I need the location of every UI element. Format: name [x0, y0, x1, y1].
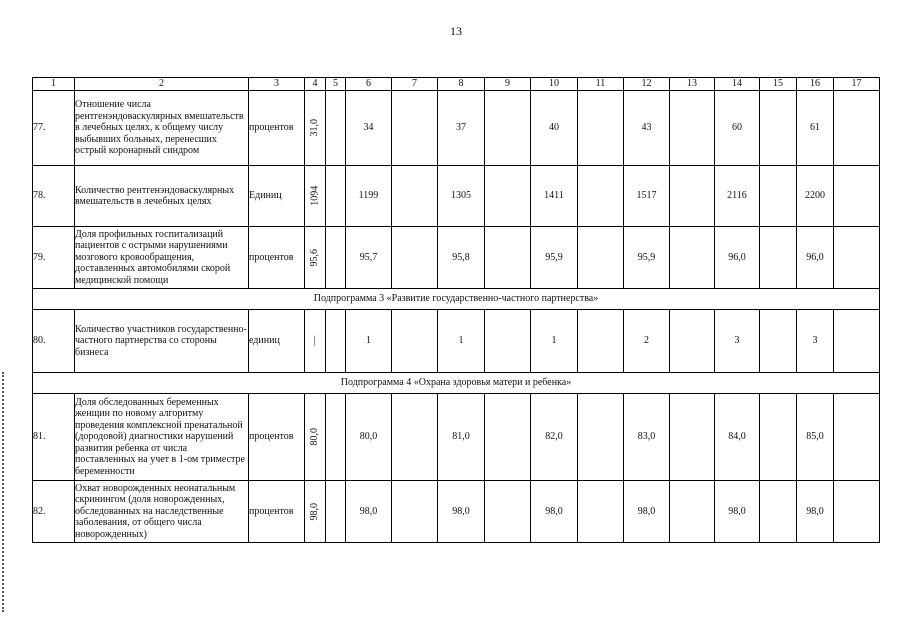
value-cell: 95,9	[531, 227, 578, 289]
value-cell: 84,0	[715, 394, 760, 481]
value-cell: 34	[346, 91, 392, 166]
empty-cell	[834, 91, 880, 166]
value-cell: 1	[531, 310, 578, 373]
empty-cell	[578, 394, 624, 481]
value-cell: 1517	[624, 166, 670, 227]
unit-cell: процентов	[249, 227, 305, 289]
indicator-name: Доля профильных госпитализаций пациентов с острыми нарушениями мозгового кровообращения, доставленных автомобилями скорой медицинской помощи	[75, 227, 249, 289]
empty-cell	[670, 91, 715, 166]
table-row	[33, 227, 880, 289]
empty-cell	[670, 310, 715, 373]
value-cell: 95,9	[624, 227, 670, 289]
value-cell: 2200	[797, 166, 834, 227]
header-cell: 17	[834, 78, 880, 91]
unit-cell: единиц	[249, 310, 305, 373]
empty-cell	[485, 91, 531, 166]
row-number: 81.	[33, 394, 75, 481]
empty-cell	[485, 394, 531, 481]
empty-cell	[760, 227, 797, 289]
indicator-name: Охват новорожденных неонатальным скринингом (доля новорожденных, обследованных на наследственные заболевания, от общего числа новорожденных)	[75, 481, 249, 543]
unit-cell: процентов	[249, 481, 305, 543]
table-row	[33, 394, 880, 481]
base-value-cell	[305, 394, 326, 481]
base-value: 95,6	[309, 248, 321, 267]
base-value: 98,0	[309, 502, 321, 521]
table-row	[33, 166, 880, 227]
header-cell: 4	[305, 78, 326, 91]
indicator-name: Количество рентгенэндоваскулярных вмешательств в лечебных целях	[75, 166, 249, 227]
scan-edge-artifact	[2, 372, 8, 612]
header-cell: 5	[326, 78, 346, 91]
empty-cell	[578, 166, 624, 227]
empty-cell	[392, 91, 438, 166]
empty-cell	[392, 394, 438, 481]
empty-cell	[392, 310, 438, 373]
value-cell: 98,0	[624, 481, 670, 543]
empty-cell	[760, 481, 797, 543]
base-value-cell	[305, 227, 326, 289]
header-cell: 12	[624, 78, 670, 91]
value-cell: 61	[797, 91, 834, 166]
empty-cell	[834, 227, 880, 289]
section-heading: Подпрограмма 4 «Охрана здоровья матери и ребенка»	[33, 373, 880, 394]
value-cell: 37	[438, 91, 485, 166]
value-cell: 1305	[438, 166, 485, 227]
unit-cell: Единиц	[249, 166, 305, 227]
value-cell: 60	[715, 91, 760, 166]
value-cell: 98,0	[797, 481, 834, 543]
indicator-name: Отношение числа рентгенэндоваскулярных вмешательств в лечебных целях, к общему числу выбывших больных, перенесших острый коронарный синдром	[75, 91, 249, 166]
base-value: 80,0	[309, 428, 321, 446]
empty-cell	[670, 481, 715, 543]
value-cell: 85,0	[797, 394, 834, 481]
header-cell: 3	[249, 78, 305, 91]
table-row	[33, 310, 880, 373]
unit-cell: процентов	[249, 394, 305, 481]
empty-cell	[485, 227, 531, 289]
empty-cell	[670, 166, 715, 227]
header-cell: 1	[33, 78, 75, 91]
value-cell: 95,7	[346, 227, 392, 289]
row-number: 82.	[33, 481, 75, 543]
header-cell: 11	[578, 78, 624, 91]
value-cell: 95,8	[438, 227, 485, 289]
empty-cell	[578, 91, 624, 166]
empty-cell	[834, 310, 880, 373]
value-cell: 3	[715, 310, 760, 373]
value-cell: 1199	[346, 166, 392, 227]
value-cell: 96,0	[715, 227, 760, 289]
empty-cell	[392, 227, 438, 289]
value-cell: 43	[624, 91, 670, 166]
base-value-cell	[305, 310, 326, 373]
header-cell: 7	[392, 78, 438, 91]
header-cell: 6	[346, 78, 392, 91]
empty-cell	[326, 310, 346, 373]
value-cell: 80,0	[346, 394, 392, 481]
value-cell: 98,0	[531, 481, 578, 543]
header-cell: 8	[438, 78, 485, 91]
row-number: 79.	[33, 227, 75, 289]
value-cell: 81,0	[438, 394, 485, 481]
empty-cell	[578, 227, 624, 289]
value-cell: 96,0	[797, 227, 834, 289]
empty-cell	[485, 310, 531, 373]
value-cell: 2116	[715, 166, 760, 227]
section-heading: Подпрограмма 3 «Развитие государственно-частного партнерства»	[33, 289, 880, 310]
value-cell: 1	[438, 310, 485, 373]
section-row	[33, 373, 880, 394]
value-cell: 98,0	[346, 481, 392, 543]
empty-cell	[760, 310, 797, 373]
empty-cell	[578, 310, 624, 373]
empty-cell	[760, 166, 797, 227]
header-cell: 9	[485, 78, 531, 91]
empty-cell	[485, 166, 531, 227]
empty-cell	[834, 481, 880, 543]
empty-cell	[326, 91, 346, 166]
value-cell: 1	[346, 310, 392, 373]
value-cell: 82,0	[531, 394, 578, 481]
indicator-name: Доля обследованных беременных женщин по новому алгоритму проведения комплексной пренатальной (дородовой) диагностики нарушений развития ребенка от числа поставленных на учет в 1-ом триместре беременности	[75, 394, 249, 481]
base-value: 31,0	[309, 119, 321, 137]
table-row	[33, 91, 880, 166]
base-value: —	[309, 336, 321, 346]
empty-cell	[760, 91, 797, 166]
page-number: 13	[450, 24, 462, 38]
empty-cell	[834, 166, 880, 227]
base-value: 1094	[309, 186, 321, 206]
header-cell: 15	[760, 78, 797, 91]
row-number: 78.	[33, 166, 75, 227]
empty-cell	[326, 227, 346, 289]
header-cell: 16	[797, 78, 834, 91]
empty-cell	[392, 166, 438, 227]
empty-cell	[326, 166, 346, 227]
empty-cell	[670, 394, 715, 481]
empty-cell	[392, 481, 438, 543]
row-number: 80.	[33, 310, 75, 373]
value-cell: 98,0	[715, 481, 760, 543]
header-cell: 2	[75, 78, 249, 91]
value-cell: 2	[624, 310, 670, 373]
base-value-cell	[305, 166, 326, 227]
empty-cell	[760, 394, 797, 481]
table-row	[33, 481, 880, 543]
empty-cell	[326, 394, 346, 481]
header-cell: 14	[715, 78, 760, 91]
empty-cell	[326, 481, 346, 543]
header-cell: 10	[531, 78, 578, 91]
value-cell: 40	[531, 91, 578, 166]
empty-cell	[485, 481, 531, 543]
empty-cell	[670, 227, 715, 289]
value-cell: 1411	[531, 166, 578, 227]
empty-cell	[578, 481, 624, 543]
base-value-cell	[305, 481, 326, 543]
section-row	[33, 289, 880, 310]
column-number-header-row	[33, 78, 880, 91]
base-value-cell	[305, 91, 326, 166]
unit-cell: процентов	[249, 91, 305, 166]
row-number: 77.	[33, 91, 75, 166]
empty-cell	[834, 394, 880, 481]
value-cell: 83,0	[624, 394, 670, 481]
value-cell: 3	[797, 310, 834, 373]
indicator-name: Количество участников государственно-частного партнерства со стороны бизнеса	[75, 310, 249, 373]
header-cell: 13	[670, 78, 715, 91]
value-cell: 98,0	[438, 481, 485, 543]
indicator-table	[32, 77, 880, 543]
